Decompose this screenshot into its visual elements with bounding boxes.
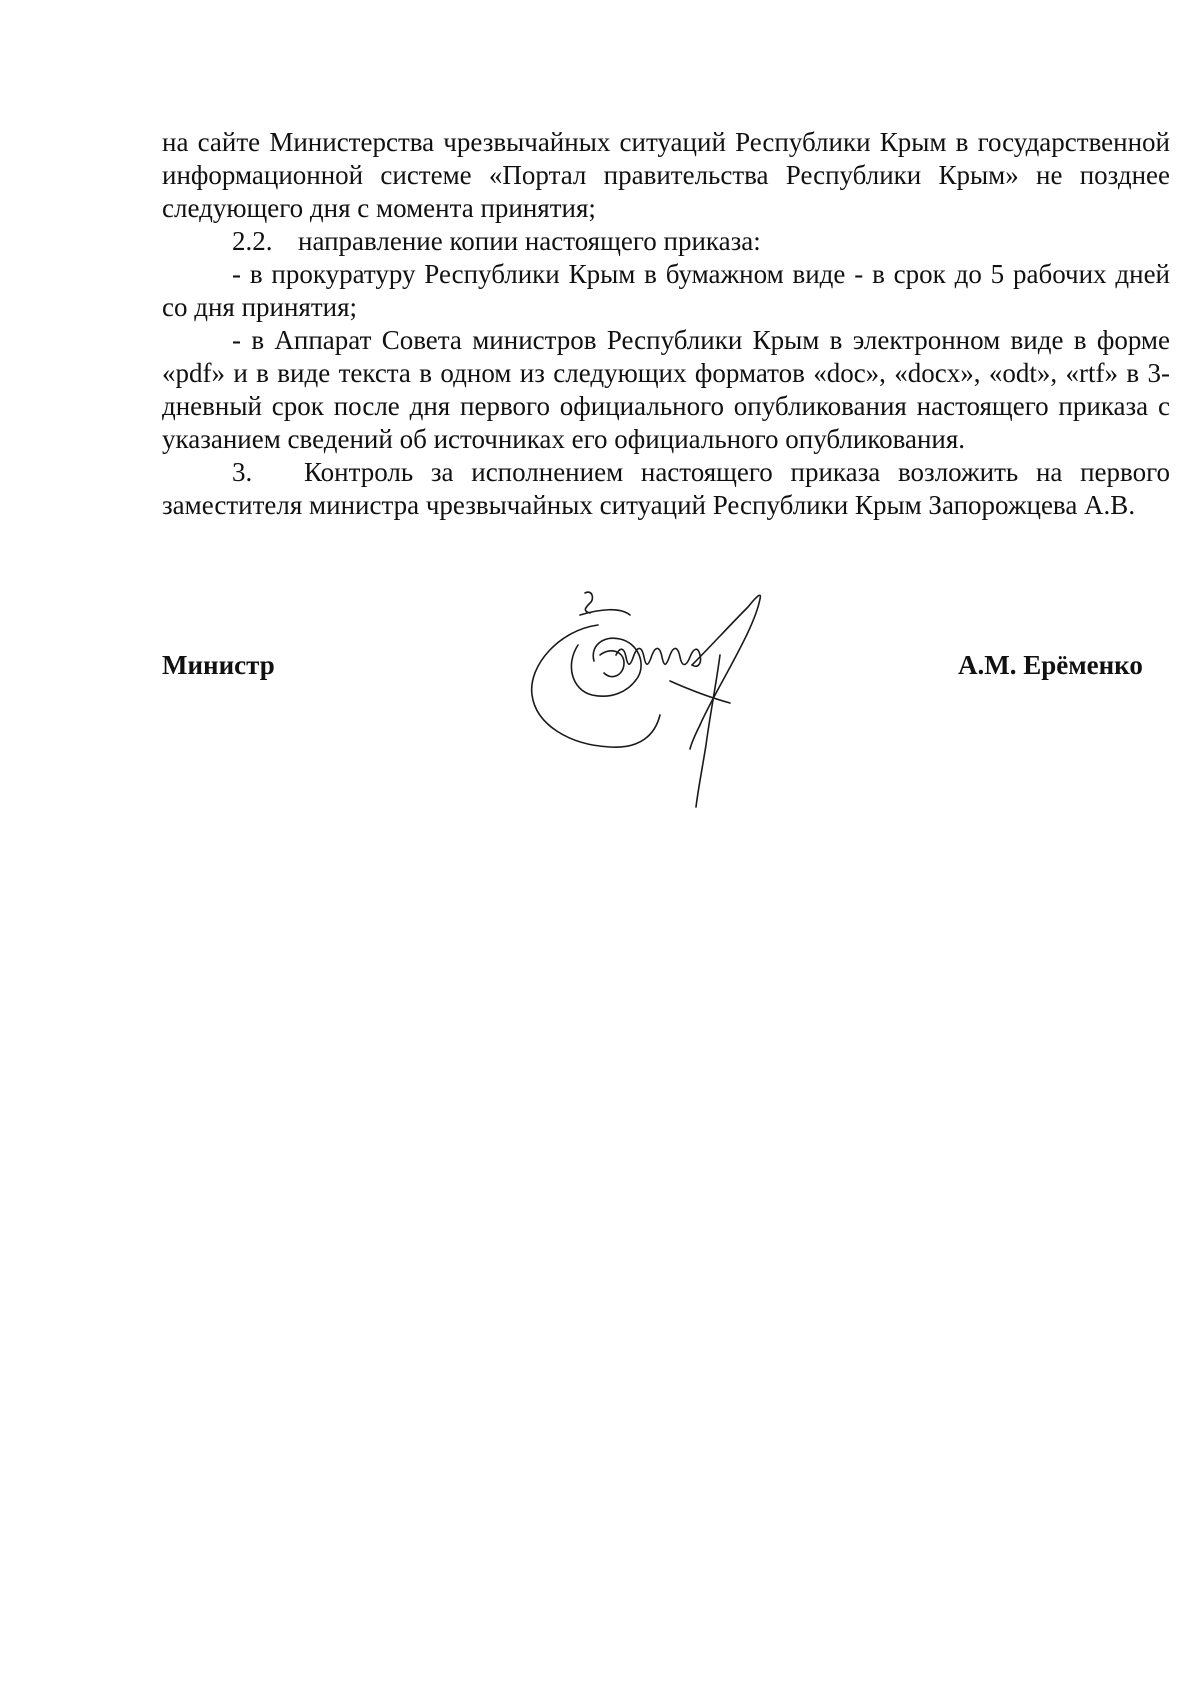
paragraph-text: на сайте Министерства чрезвычайных ситуаций Республики Крым в государственной информационной системе «Портал правительства Республики Крым» не позднее следующего дня с момента принятия; <box>162 127 1170 223</box>
paragraph-number: 3. <box>232 457 253 487</box>
paragraph-text: Контроль за исполнением настоящего приказа возложить на первого заместителя министра чрезвычайных ситуаций Республики Крым Запорожцева А.В. <box>162 457 1170 520</box>
paragraph-text: - в прокуратуру Республики Крым в бумажном виде - в срок до 5 рабочих дней со дня принятия; <box>162 259 1170 322</box>
paragraph-publication <box>162 126 1170 225</box>
signatory-title: Министр <box>162 650 275 680</box>
paragraph-number: 2.2. <box>232 226 273 256</box>
handwritten-signature <box>520 585 840 810</box>
paragraph-prosecutor <box>162 258 1170 324</box>
document-body <box>162 126 1170 522</box>
paragraph-council-apparatus <box>162 324 1170 456</box>
signatory-name: А.М. Ерёменко <box>958 650 1143 680</box>
paragraph-text: направление копии настоящего приказа: <box>298 226 761 256</box>
paragraph-2-2 <box>162 225 1170 258</box>
paragraph-text: - в Аппарат Совета министров Республики Крым в электронном виде в форме «pdf» и в виде текста в одном из следующих форматов «doc», «docx», «odt», «rtf» в 3-дневный срок после дня первого официального опубликования настоящего приказа с указанием сведений об источниках его официального опубликования. <box>162 325 1170 454</box>
paragraph-3 <box>162 456 1170 522</box>
